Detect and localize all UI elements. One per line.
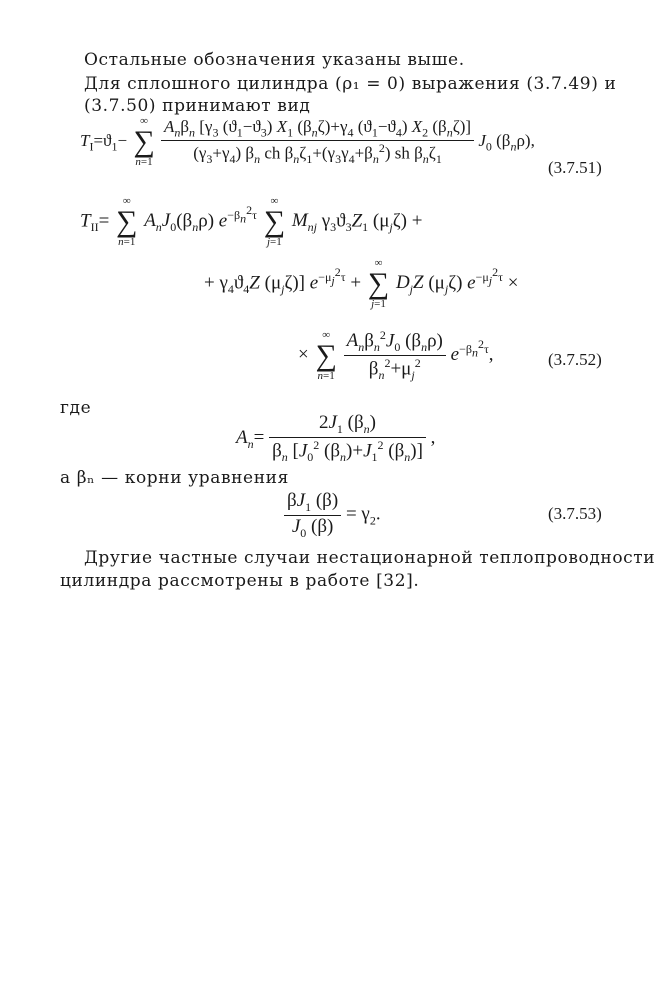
equation-3-7-51: $T_I=ϑ_1-$ ∞ ∑ n=1 $\frac{A_n\beta_n [\gamma_3 (ϑ_1-ϑ_3) X_1 (\beta_n\zeta)+\gamma_4 (ϑ_1-ϑ_4) X_2 (\beta_n\zeta)]}{(\gamma_3+\gamma_4) \beta_n ch \beta_n\zeta_1+(\gamma_3\gamma_4+\beta_n^2) sh \beta_n\zeta_1}$ $J_0$ $(\beta_n\rho)$, xyxy=(80,115,535,168)
equation-a-n: $A_n=$ $\frac{2J_1 (\beta_n)}{\beta_n [J_0^2 (\beta_n)+J_1^2 (\beta_n)]}$ , xyxy=(236,412,436,464)
equation-number-52: (3.7.52) xyxy=(548,350,602,369)
equation-number-53: (3.7.53) xyxy=(548,504,602,523)
equation-3-7-52-line-3: × ∞ ∑ n=1 $\frac{A_n\beta_n^2J_0 (\beta_n\rho)}{\beta_n^2+\mu_j^2}$ $e^{-\beta_n^2\tau}$, xyxy=(298,328,494,383)
text-gde: где xyxy=(60,398,92,418)
text-final-1: Другие частные случаи нестационарной теплопроводности xyxy=(84,548,656,568)
text-line-2: Для сплошного цилиндра (ρ₁ = 0) выражения (3.7.49) и xyxy=(84,74,617,94)
text-a-beta: а βₙ — корни уравнения xyxy=(60,468,289,488)
equation-3-7-52-line-1: $T_{II}=$ ∞ ∑ n=1 $A_nJ_0(\beta_n\rho)$ $e^{-\beta_n^2\tau}$ ∞ ∑ j=1 $M_{nj}$ $\gamma_3ϑ_3Z_1$ $(\mu_j\zeta)$ + xyxy=(80,195,423,248)
equation-3-7-53: $\frac{\beta J_1 (\beta)}{J_0 (\beta)}$ = $\gamma_2$. xyxy=(284,490,381,541)
text-final-2: цилиндра рассмотрены в работе [32]. xyxy=(60,571,420,591)
equation-number-51: (3.7.51) xyxy=(548,158,602,177)
text-line-1: Остальные обозначения указаны выше. xyxy=(84,50,465,70)
text-line-3: (3.7.50) принимают вид xyxy=(84,96,311,116)
equation-3-7-52-line-2: + $\gamma_4ϑ_4Z$ $(\mu_j\zeta)$] $e^{-\mu_j^2\tau}$ + ∞ ∑ j=1 $D_jZ$ $(\mu_j\zeta) e^{-\mu_j^2\tau}$ × xyxy=(204,257,519,310)
